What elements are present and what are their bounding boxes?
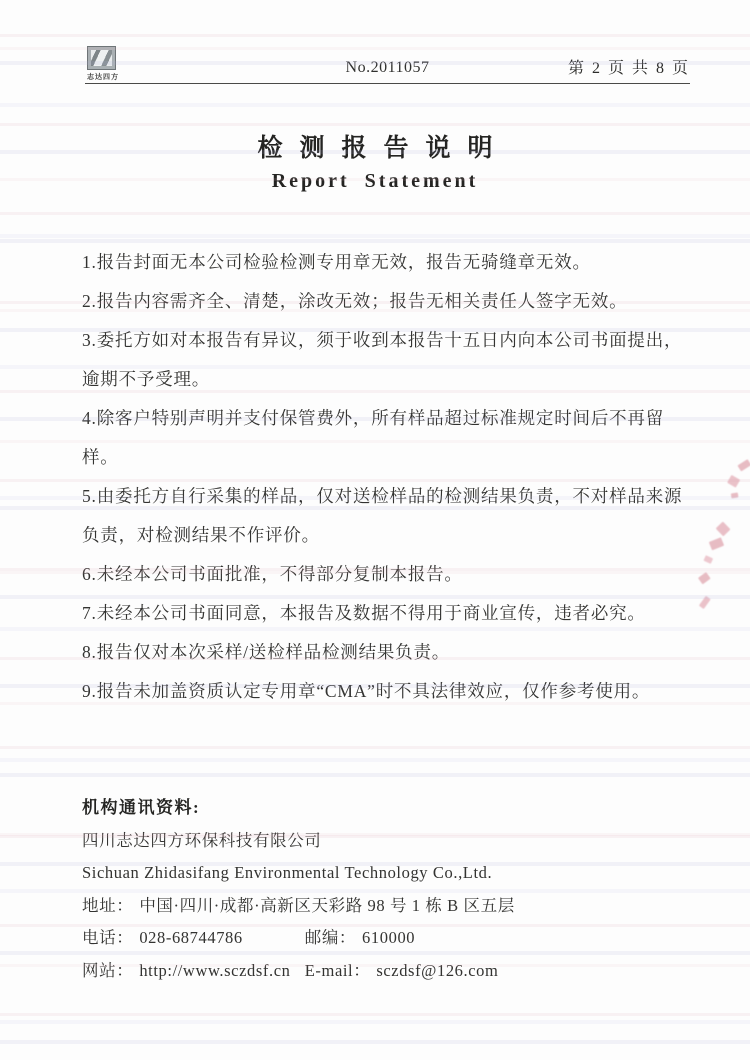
- phone-postal-row: [82, 922, 682, 955]
- postal-value: 610000: [362, 928, 416, 947]
- phone-label: 电话：: [82, 928, 134, 947]
- statement-list: [82, 243, 682, 711]
- page-title-zh: 检测报告说明: [257, 135, 510, 162]
- statement-item: [82, 672, 682, 711]
- statement-line: 5.由委托方自行采集的样品，仅对送检样品的检测结果负责，不对样品来源: [82, 486, 683, 506]
- address-label: 地址：: [82, 895, 134, 915]
- page-indicator: 第 2 页 共 8 页: [567, 60, 690, 77]
- statement-item: [82, 399, 682, 477]
- phone-value: 028-68744786: [139, 928, 243, 947]
- postal-pair: [305, 928, 415, 947]
- page-header: [85, 44, 690, 84]
- statement-line: 8.报告仅对本次采样/送检样品检测结果负责。: [82, 642, 451, 662]
- red-seal-fragment-icon: [693, 456, 750, 631]
- statement-item: [82, 243, 682, 282]
- statement-line: 9.报告未加盖资质认定专用章“CMA”时不具法律效应，仅作参考使用。: [82, 681, 651, 701]
- address-row: [82, 890, 682, 923]
- statement-line: 2.报告内容需齐全、清楚，涂改无效；报告无相关责任人签字无效。: [82, 291, 628, 311]
- statement-line: 负责，对检测结果不作评价。: [82, 525, 320, 545]
- statement-item: [82, 594, 682, 633]
- contact-section: [82, 792, 682, 987]
- statement-line: 3.委托方如对本报告有异议，须于收到本报告十五日内向本公司书面提出，: [82, 330, 683, 350]
- statement-line: 样。: [82, 447, 119, 467]
- email-value: sczdsf@126.com: [376, 960, 499, 980]
- email-pair: [305, 961, 499, 980]
- statement-line: 6.未经本公司书面批准，不得部分复制本报告。: [82, 564, 463, 584]
- email-label: E-mail：: [304, 960, 371, 980]
- statement-item: [82, 633, 682, 672]
- contact-heading: 机构通讯资料:: [82, 798, 201, 817]
- company-name-en: Sichuan Zhidasifang Environmental Technology Co.,Ltd.: [82, 863, 493, 882]
- phone-pair: [82, 922, 300, 955]
- statement-item: [82, 477, 682, 555]
- statement-item: [82, 282, 682, 321]
- website-label: 网站：: [82, 960, 134, 980]
- website-pair: [82, 955, 300, 988]
- page-title-en: Report Statement: [271, 170, 479, 192]
- statement-line: 7.未经本公司书面同意，本报告及数据不得用于商业宣传，违者必究。: [82, 603, 646, 623]
- website-email-row: [82, 955, 682, 988]
- document-number: No.2011057: [345, 59, 430, 76]
- website-value: http://www.sczdsf.cn: [139, 960, 291, 980]
- statement-line: 4.除客户特别声明并支付保管费外，所有样品超过标准规定时间后不再留: [82, 408, 665, 428]
- statement-item: [82, 555, 682, 594]
- statement-item: [82, 321, 682, 399]
- address-value: 中国·四川·成都·高新区天彩路 98 号 1 栋 B 区五层: [139, 895, 515, 915]
- logo-caption: 志达四方: [87, 74, 119, 81]
- statement-line: 逾期不予受理。: [82, 369, 211, 389]
- postal-label: 邮编：: [304, 928, 357, 947]
- statement-line: 1.报告封面无本公司检验检测专用章无效，报告无骑缝章无效。: [82, 252, 591, 272]
- company-name-zh: 四川志达四方环保科技有限公司: [82, 830, 322, 850]
